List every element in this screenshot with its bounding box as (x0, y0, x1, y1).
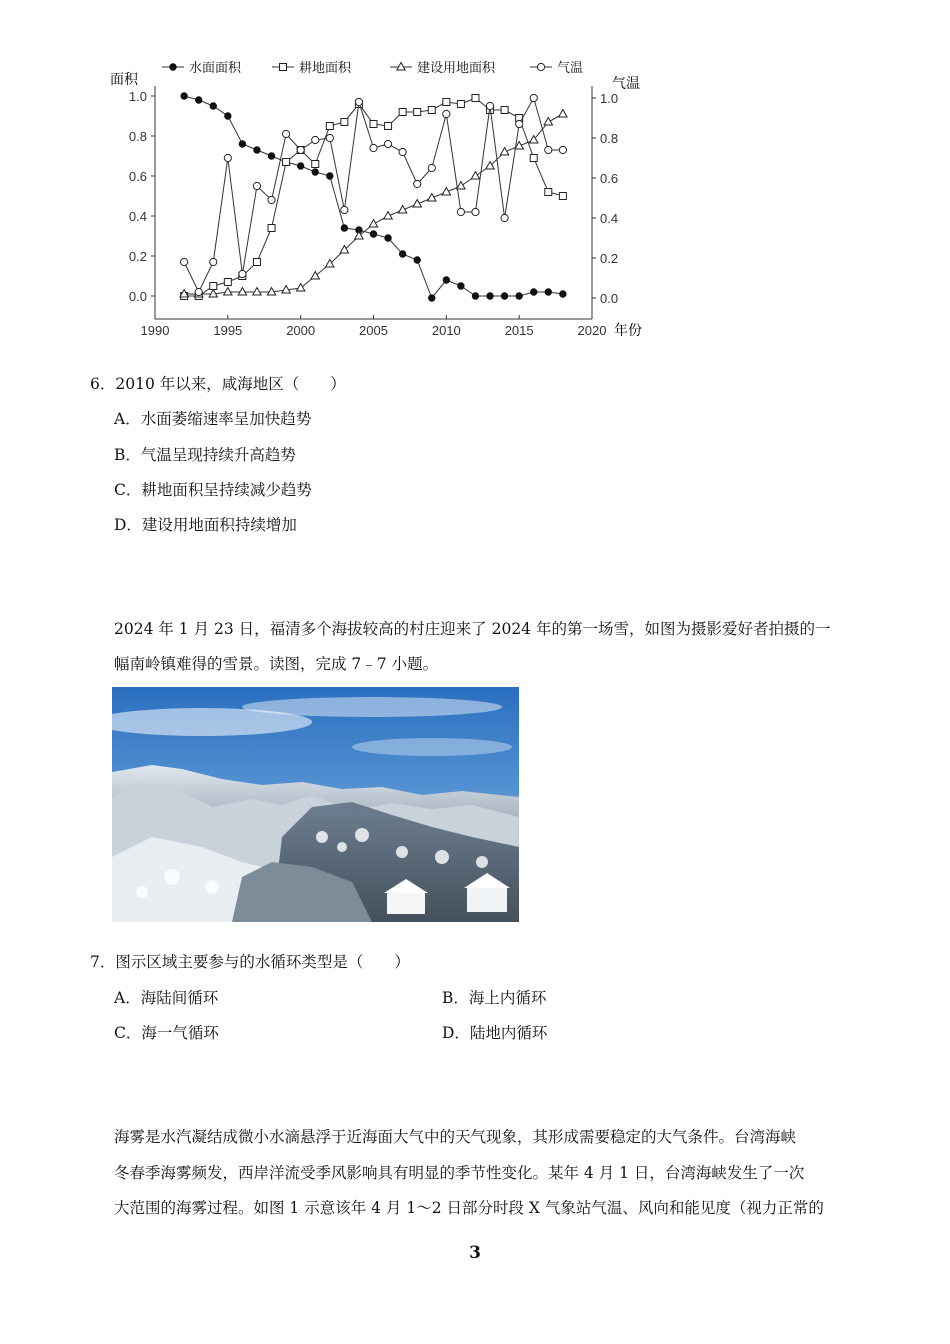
data-point (296, 284, 304, 292)
y-left-tick-label: 0.4 (128, 209, 147, 224)
data-point (297, 146, 304, 153)
passage-3-line-1: 海雾是水汽凝结成微小水滴悬浮于近海面大气中的天气现象，其形成需要稳定的大气条件。台湾海峡 (114, 1128, 797, 1146)
chart-legend (162, 60, 583, 76)
legend-marker (280, 64, 287, 71)
data-point (253, 259, 260, 266)
data-point (516, 120, 523, 127)
data-point (268, 225, 275, 232)
data-point (414, 109, 421, 116)
legend-marker (397, 63, 405, 71)
question-7-stem: 7．图示区域主要参与的水循环类型是（ ） (90, 953, 410, 971)
data-point (253, 182, 260, 189)
legend-item (162, 60, 242, 76)
data-point (326, 134, 333, 141)
question-6-option-c: C．耕地面积呈持续减少趋势 (114, 481, 312, 499)
y-left-tick-label: 1.0 (128, 89, 147, 104)
data-point (181, 258, 188, 265)
data-point (472, 208, 479, 215)
data-point (501, 107, 508, 114)
data-point (224, 154, 231, 161)
data-point (297, 163, 303, 169)
data-point (516, 293, 522, 299)
y-right-tick-label: 0.0 (600, 291, 619, 306)
data-point (457, 101, 464, 108)
data-point (239, 141, 245, 147)
data-point (210, 258, 217, 265)
data-point (225, 113, 231, 119)
data-point (428, 107, 435, 114)
data-point (429, 295, 435, 301)
data-point (210, 103, 216, 109)
data-point (370, 231, 376, 237)
snow-landscape-photo (112, 687, 519, 922)
data-point (414, 180, 421, 187)
data-point (181, 93, 187, 99)
data-point (311, 272, 319, 280)
question-6-option-a: A．水面萎缩速率呈加快趋势 (114, 410, 312, 428)
data-point (472, 293, 478, 299)
data-point (544, 118, 552, 126)
passage-2-line-1: 2024 年 1 月 23 日，福清多个海拔较高的村庄迎来了 2024 年的第一场雪，如图为摄影爱好者拍摄的一 (114, 620, 831, 638)
passage-3-line-2: 冬春季海雾频发，西岸洋流受季风影响具有明显的季节性变化。某年 4 月 1 日，台湾海峡发生了一次 (114, 1164, 805, 1182)
legend-item (530, 61, 583, 76)
data-point (195, 288, 202, 295)
data-point (486, 102, 493, 109)
x-tick-label: 2010 (431, 323, 461, 338)
chart-series (180, 93, 567, 301)
data-point (487, 293, 493, 299)
question-7-option-b: B．海上内循环 (442, 989, 547, 1007)
data-point (341, 206, 348, 213)
data-point (443, 99, 450, 106)
x-axis-label: 年份 (614, 323, 642, 339)
x-tick-label: 2020 (577, 323, 607, 338)
line-chart (100, 52, 660, 342)
y-left-tick-label: 0.0 (128, 289, 147, 304)
series-2 (180, 110, 567, 298)
data-point (559, 193, 566, 200)
question-6-stem: 6．2010 年以来，咸海地区（ ） (90, 375, 346, 393)
question-7-option-c: C．海一气循环 (114, 1024, 219, 1042)
x-tick-label: 2005 (359, 323, 388, 338)
y-left-tick-label: 0.6 (128, 169, 147, 184)
legend-item (390, 60, 496, 76)
y-right-tick-label: 0.6 (600, 171, 619, 186)
data-point (196, 97, 202, 103)
data-point (355, 232, 363, 240)
legend-marker (537, 63, 544, 70)
data-point (370, 121, 377, 128)
data-point (545, 146, 552, 153)
data-point (443, 277, 449, 283)
x-tick-label: 1995 (213, 323, 243, 338)
data-point (501, 214, 508, 221)
legend-label: 气温 (557, 61, 584, 76)
data-point (457, 208, 464, 215)
data-point (384, 140, 391, 147)
data-point (530, 94, 537, 101)
x-tick-label: 2000 (286, 323, 316, 338)
data-point (210, 283, 217, 290)
y-left-axis-label: 面积 (110, 72, 138, 88)
data-point (414, 257, 420, 263)
data-point (283, 159, 290, 166)
x-tick-label: 2015 (504, 323, 534, 338)
y-right-tick-label: 0.4 (600, 211, 619, 226)
series-1 (181, 95, 567, 300)
data-point (399, 251, 405, 257)
data-point (458, 283, 464, 289)
data-point (268, 153, 274, 159)
data-point (327, 173, 333, 179)
data-point (385, 123, 392, 130)
data-point (399, 148, 406, 155)
data-point (312, 136, 319, 143)
data-point (253, 288, 261, 296)
legend-marker (170, 64, 176, 70)
data-point (545, 189, 552, 196)
data-point (369, 220, 377, 228)
data-point (238, 288, 246, 296)
data-point (530, 155, 537, 162)
y-right-tick-label: 1.0 (600, 91, 619, 106)
legend-item (272, 60, 352, 76)
data-point (457, 182, 465, 190)
y-left-tick-label: 0.8 (128, 129, 147, 144)
y-left-tick-label: 0.2 (128, 249, 147, 264)
passage-2-line-2: 幅南岭镇难得的雪景。读图，完成 7﹣7 小题。 (114, 655, 439, 673)
data-point (559, 146, 566, 153)
data-point (471, 172, 479, 180)
question-7-option-d: D．陆地内循环 (442, 1024, 548, 1042)
data-point (531, 289, 537, 295)
data-point (443, 110, 450, 117)
y-right-tick-label: 0.2 (600, 251, 619, 266)
question-7-option-a: A．海陆间循环 (114, 989, 219, 1007)
data-point (268, 196, 275, 203)
legend-label: 建设用地面积 (417, 61, 496, 76)
data-point (355, 98, 362, 105)
data-point (312, 161, 319, 168)
data-point (341, 225, 347, 231)
data-point (326, 123, 333, 130)
data-point (224, 279, 231, 286)
data-point (559, 110, 567, 118)
data-point (370, 144, 377, 151)
data-point (428, 164, 435, 171)
x-tick-label: 1990 (140, 323, 170, 338)
data-point (312, 169, 318, 175)
question-6-option-b: B．气温呈现持续升高趋势 (114, 446, 296, 464)
legend-label: 耕地面积 (299, 61, 352, 76)
data-point (472, 95, 479, 102)
data-point (224, 288, 232, 296)
passage-3-line-3: 大范围的海雾过程。如图 1 示意该年 4 月 1～2 日部分时段 X 气象站气温、风向和能见度（视力正常的 (114, 1199, 824, 1217)
data-point (385, 235, 391, 241)
data-point (560, 291, 566, 297)
data-point (341, 119, 348, 126)
legend-label: 水面面积 (189, 61, 242, 76)
data-point (545, 289, 551, 295)
y-right-tick-label: 0.8 (600, 131, 619, 146)
data-point (399, 109, 406, 116)
y-right-axis-label: 气温 (612, 76, 640, 92)
page-number: 3 (469, 1243, 481, 1263)
data-point (254, 147, 260, 153)
data-point (239, 270, 246, 277)
question-6-option-d: D．建设用地面积持续增加 (114, 516, 297, 534)
data-point (283, 130, 290, 137)
data-point (501, 293, 507, 299)
